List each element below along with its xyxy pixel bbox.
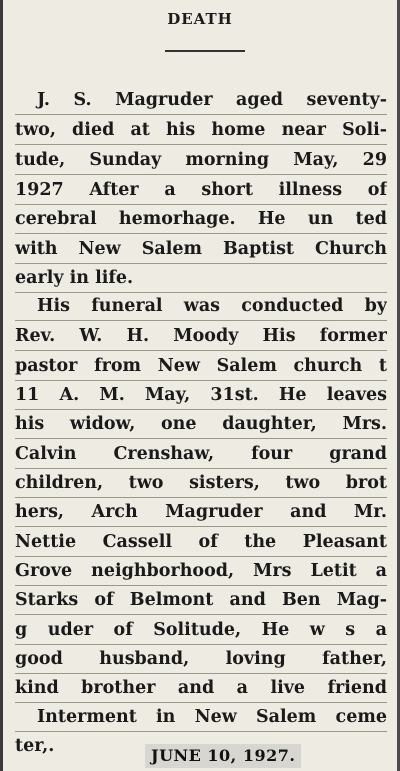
text-line: hers, Arch Magruder and Mr. bbox=[15, 499, 387, 527]
text-line: two, died at his home near Soli- bbox=[15, 117, 387, 145]
text-line: tude, Sunday morning May, 29 bbox=[15, 147, 387, 175]
date-stamp: JUNE 10, 1927. bbox=[145, 744, 301, 768]
text-line: early in life. bbox=[15, 265, 387, 293]
article-heading: DEATH bbox=[167, 10, 233, 28]
text-line: Nettie Cassell of the Pleasant bbox=[15, 529, 387, 557]
text-line: Rev. W. H. Moody His former bbox=[15, 323, 387, 351]
text-line: 11 A. M. May, 31st. He leaves bbox=[15, 382, 387, 410]
text-line: pastor from New Salem church t bbox=[15, 353, 387, 381]
text-line: children, two sisters, two brot bbox=[15, 470, 387, 498]
text-line: Grove neighborhood, Mrs Letit a bbox=[15, 558, 387, 586]
text-line: cerebral hemorhage. He un ted bbox=[15, 206, 387, 234]
text-line: J. S. Magruder aged seventy- bbox=[15, 87, 387, 115]
text-line: good husband, loving father, bbox=[15, 646, 387, 674]
text-line: Calvin Crenshaw, four grand bbox=[15, 441, 387, 469]
text-line: ter,. bbox=[15, 736, 55, 756]
text-line: with New Salem Baptist Church bbox=[15, 236, 387, 264]
heading-rule bbox=[165, 50, 245, 52]
text-line: his widow, one daughter, Mrs. bbox=[15, 411, 387, 439]
text-line: 1927 After a short illness of bbox=[15, 177, 387, 205]
text-line: Starks of Belmont and Ben Mag- bbox=[15, 587, 387, 615]
text-line: His funeral was conducted by bbox=[15, 293, 387, 321]
text-line: Interment in New Salem ceme bbox=[15, 704, 387, 732]
text-line: kind brother and a live friend bbox=[15, 675, 387, 703]
text-line: g uder of Solitude, He w s a bbox=[15, 617, 387, 645]
